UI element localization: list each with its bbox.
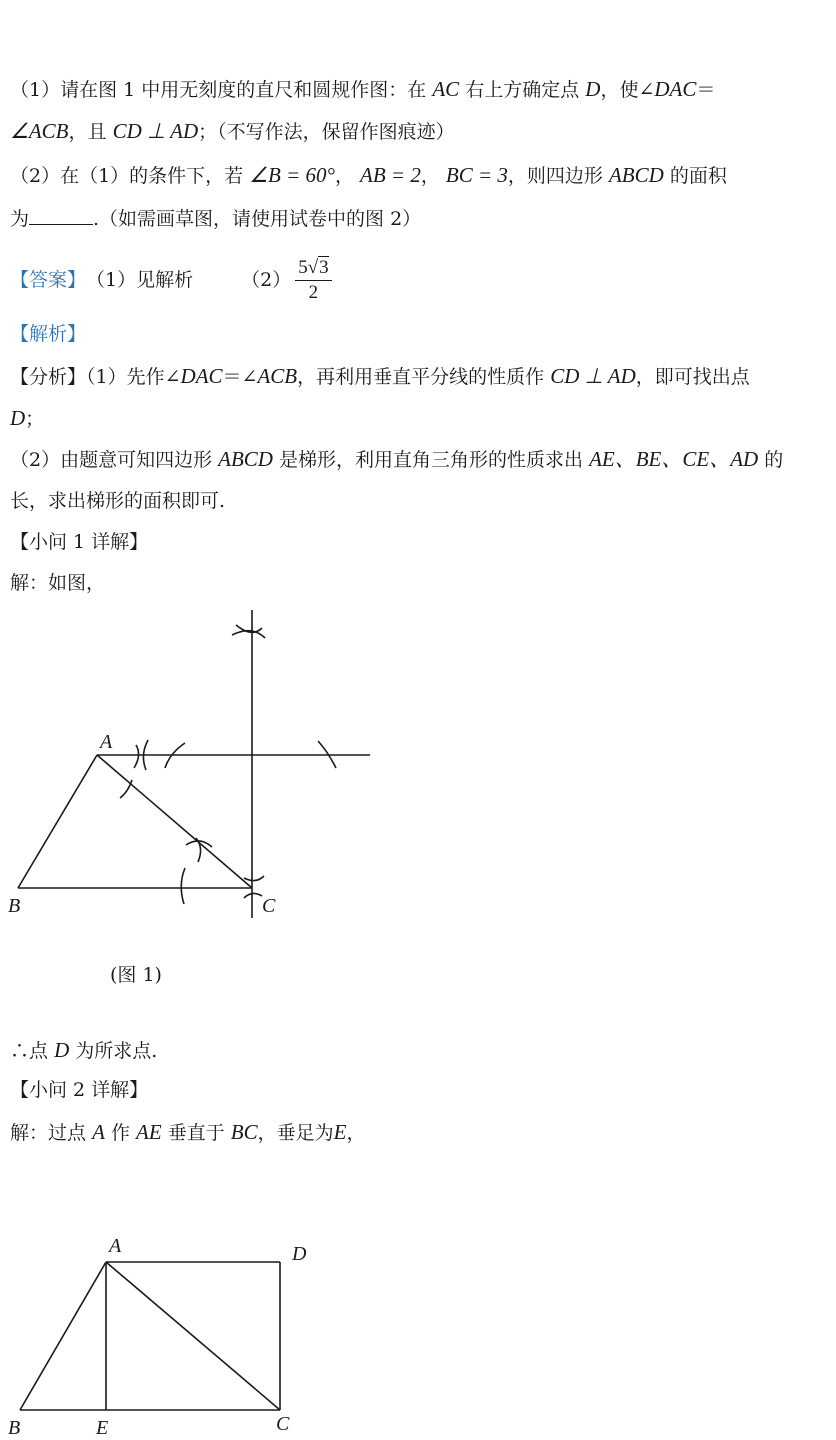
sub2-bc: BC [230,1120,258,1144]
answer-part-1: （1）见解析 [86,269,194,291]
q2-ab: AB = 2 [360,163,421,187]
q2-note: .（如需画草图，请使用试卷中的图 2） [93,208,422,230]
q1-text-tail: ，使∠ [600,79,655,101]
sub2-text-c: 垂直于 [167,1122,225,1144]
fig2-side-ab [20,1262,106,1410]
frac-denominator: 2 [308,281,319,303]
sub2-ae: AE [136,1120,162,1144]
fig2-label-e: E [96,1417,109,1439]
answer-tag: 【答案】 [10,269,87,291]
conclusion-point-d: D [54,1038,70,1062]
q1-text-mid: 右上方确定点 [465,79,580,101]
sub2-text-e: ， [346,1122,366,1144]
q2-for: 为 [10,208,30,230]
answer-part-2: （2） [241,269,292,291]
analysis-dac: DAC [180,364,223,388]
figure-1-caption: (图 1) [110,964,162,986]
analysis-line-2 [10,406,44,431]
question-1-line-1 [10,77,715,102]
q2-angle-b: ∠B = 60° [249,163,335,187]
analysis-segments: AE、BE、CE、AD [589,447,759,471]
analysis-end: ； [25,408,45,430]
fig2-label-d: D [292,1243,307,1265]
analysis-point-d: D [10,406,26,430]
sub2-point-e: E [333,1120,347,1144]
q1-angle-acb: ∠ACB [10,119,69,143]
analysis-p1-a: （1）先作∠ [86,366,181,388]
sub2-point-a: A [92,1120,105,1144]
analysis-abcd: ABCD [218,447,273,471]
question-2-line-1: （2）在（1）的条件下，若 ∠B = 60°， AB = 2， BC = 3，则四边形 ABCD 的面积 [10,163,727,187]
sub1-conclusion [10,1038,157,1063]
fig2-diagonal-ac [106,1262,280,1410]
analysis-p1-c: ，即可找出点 [635,366,750,388]
sub2-text-b: 作 [110,1122,130,1144]
frac-coef: 5 [298,256,308,278]
sub1-tag: 【小问 1 详解】 [10,531,149,553]
fig1-side-ab [18,755,97,888]
fig2-label-a: A [109,1235,122,1257]
conclusion-therefore: ∴点 [10,1040,49,1062]
q2-text-tail2: 的面积 [669,165,727,187]
analysis-eq: ＝∠ [222,366,258,388]
fig1-label-c: C [262,895,276,917]
analysis-p2-a: （2）由题意可知四边形 [10,449,213,471]
q2-abcd: ABCD [608,163,664,187]
q1-point-d: D [585,77,601,101]
answer-fraction: $\frac{5√3}{2}$ [295,256,331,305]
fig1-arc-c [181,868,185,904]
question-2-line-2 [10,207,421,231]
figure-2 [0,1228,340,1440]
conclusion-text: 为所求点. [75,1040,158,1062]
sub2-solution [10,1120,365,1145]
analysis-p2-b: 是梯形，利用直角三角形的性质求出 [279,449,584,471]
fig1-arc-c-3 [244,893,262,898]
sub2-tag: 【小问 2 详解】 [10,1079,149,1101]
q1-note: ；（不写作法，保留作图痕迹） [198,121,455,143]
analysis-cond: CD ⊥ AD [550,364,636,388]
figure-1 [0,600,400,940]
fig1-arc-c-2 [244,876,264,881]
fig1-label-b: B [8,895,21,917]
analysis-tag: 【解析】 [10,323,87,345]
q1-eq: ＝ [696,79,716,101]
frac-radicand: 3 [319,256,329,278]
fig1-label-a: A [100,731,113,753]
q1-ac: AC [432,77,460,101]
analysis-p1-b: ，再利用垂直平分线的性质作 [297,366,545,388]
fenxi-tag: 【分析】 [10,366,87,388]
answer-line [10,252,332,308]
fig1-side-ac [97,755,252,888]
analysis-line-3 [10,447,783,472]
fig2-label-c: C [276,1413,290,1435]
analysis-acb: ACB [257,364,298,388]
fig1-arc-a-2 [134,745,139,768]
analysis-line-1 [10,364,750,389]
sub1-solution: 解：如图， [10,572,106,594]
fig1-arc-ac-1 [120,780,132,798]
q1-text: （1）请在图 1 中用无刻度的直尺和圆规作图：在 [10,79,427,101]
analysis-line-4: 长，求出梯形的面积即可. [10,490,226,512]
q1-angle-dac: DAC [654,77,697,101]
fig2-label-b: B [8,1417,21,1439]
q2-text: （2）在（1）的条件下，若 [10,165,244,187]
question-1-line-2 [10,119,455,144]
q2-bc: BC = 3 [445,163,508,187]
q1-condition: CD ⊥ AD [112,119,199,143]
q2-text-tail: ，则四边形 [507,165,603,187]
answer-blank [29,208,93,225]
q1-and: ，且 [68,121,107,143]
analysis-p2-c: 的 [764,449,784,471]
sub2-text-d: ，垂足为 [257,1122,334,1144]
sub2-text-a: 解：过点 [10,1122,87,1144]
